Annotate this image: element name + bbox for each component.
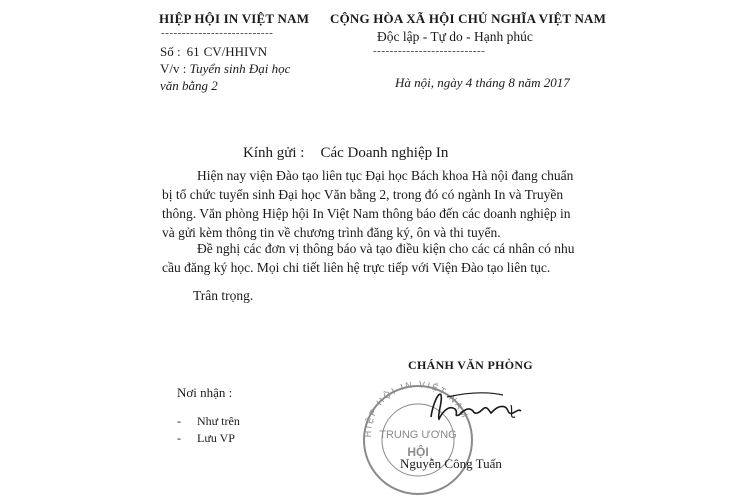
document-number-value: 61 bbox=[186, 44, 200, 59]
subject-prefix: V/v : bbox=[160, 61, 187, 76]
subject-line-1: Tuyển sinh Đại học bbox=[189, 61, 291, 76]
signer-title: CHÁNH VĂN PHÒNG bbox=[408, 358, 533, 372]
recipient-text: Như trên bbox=[197, 414, 240, 428]
recipient-item bbox=[177, 431, 235, 446]
organization-name: HIỆP HỘI IN VIỆT NAM bbox=[159, 11, 310, 26]
seal-ring-text: HIỆP HỘI IN VIỆT NAM bbox=[362, 379, 471, 438]
paragraph-2-text: Đề nghị các đơn vị thông báo và tạo điều kiện cho các cá nhân có nhu cầu đăng ký học. Mọi chi tiết liên hệ trực tiếp với Viện Đào tạo liên tục. bbox=[162, 241, 575, 275]
subject-line-2: văn bằng 2 bbox=[160, 78, 218, 93]
seal-center-text-1: TRUNG ƯƠNG bbox=[379, 429, 457, 441]
recipients-label: Nơi nhận : bbox=[177, 385, 233, 400]
place-date: Hà nội, ngày 4 tháng 8 năm 2017 bbox=[395, 75, 570, 90]
document-code: CV/HHIVN bbox=[203, 44, 268, 59]
document-number bbox=[160, 44, 267, 60]
republic-title: CỘNG HÒA XÃ HỘI CHỦ NGHĨA VIỆT NAM bbox=[330, 11, 607, 26]
handwritten-signature-icon bbox=[425, 385, 525, 430]
recipient-text: Lưu VP bbox=[197, 431, 235, 445]
body-paragraph-1 bbox=[162, 166, 582, 242]
recipient-item bbox=[177, 414, 240, 429]
recipient-bullet: - bbox=[177, 414, 181, 428]
motto-rule: --------------------------- bbox=[373, 45, 486, 57]
salutation bbox=[243, 145, 448, 162]
organization-rule: --------------------------- bbox=[161, 27, 274, 39]
closing: Trân trọng. bbox=[193, 288, 254, 303]
body-paragraph-2 bbox=[162, 239, 582, 277]
paragraph-1-text: Hiện nay viện Đào tạo liên tục Đại học Bách khoa Hà nội đang chuẩn bị tổ chức tuyển sinh Đại học Văn bằng 2, trong đó có ngành In và Truyền thông. Văn phòng Hiệp hội In Việt Nam thông báo đến các doanh nghiệp in và gửi kèm thông tin về chương trình đăng ký, ôn và thi tuyển. bbox=[162, 168, 574, 240]
document-number-label: Số : bbox=[160, 44, 181, 59]
signer-name: Nguyễn Công Tuấn bbox=[400, 456, 502, 471]
subject bbox=[160, 61, 290, 77]
national-motto: Độc lập - Tự do - Hạnh phúc bbox=[377, 29, 533, 44]
salutation-label: Kính gửi : bbox=[243, 145, 305, 161]
salutation-recipient: Các Doanh nghiệp In bbox=[320, 145, 449, 161]
recipient-bullet: - bbox=[177, 431, 181, 445]
seal-center-text-2: HỘI bbox=[407, 445, 429, 459]
